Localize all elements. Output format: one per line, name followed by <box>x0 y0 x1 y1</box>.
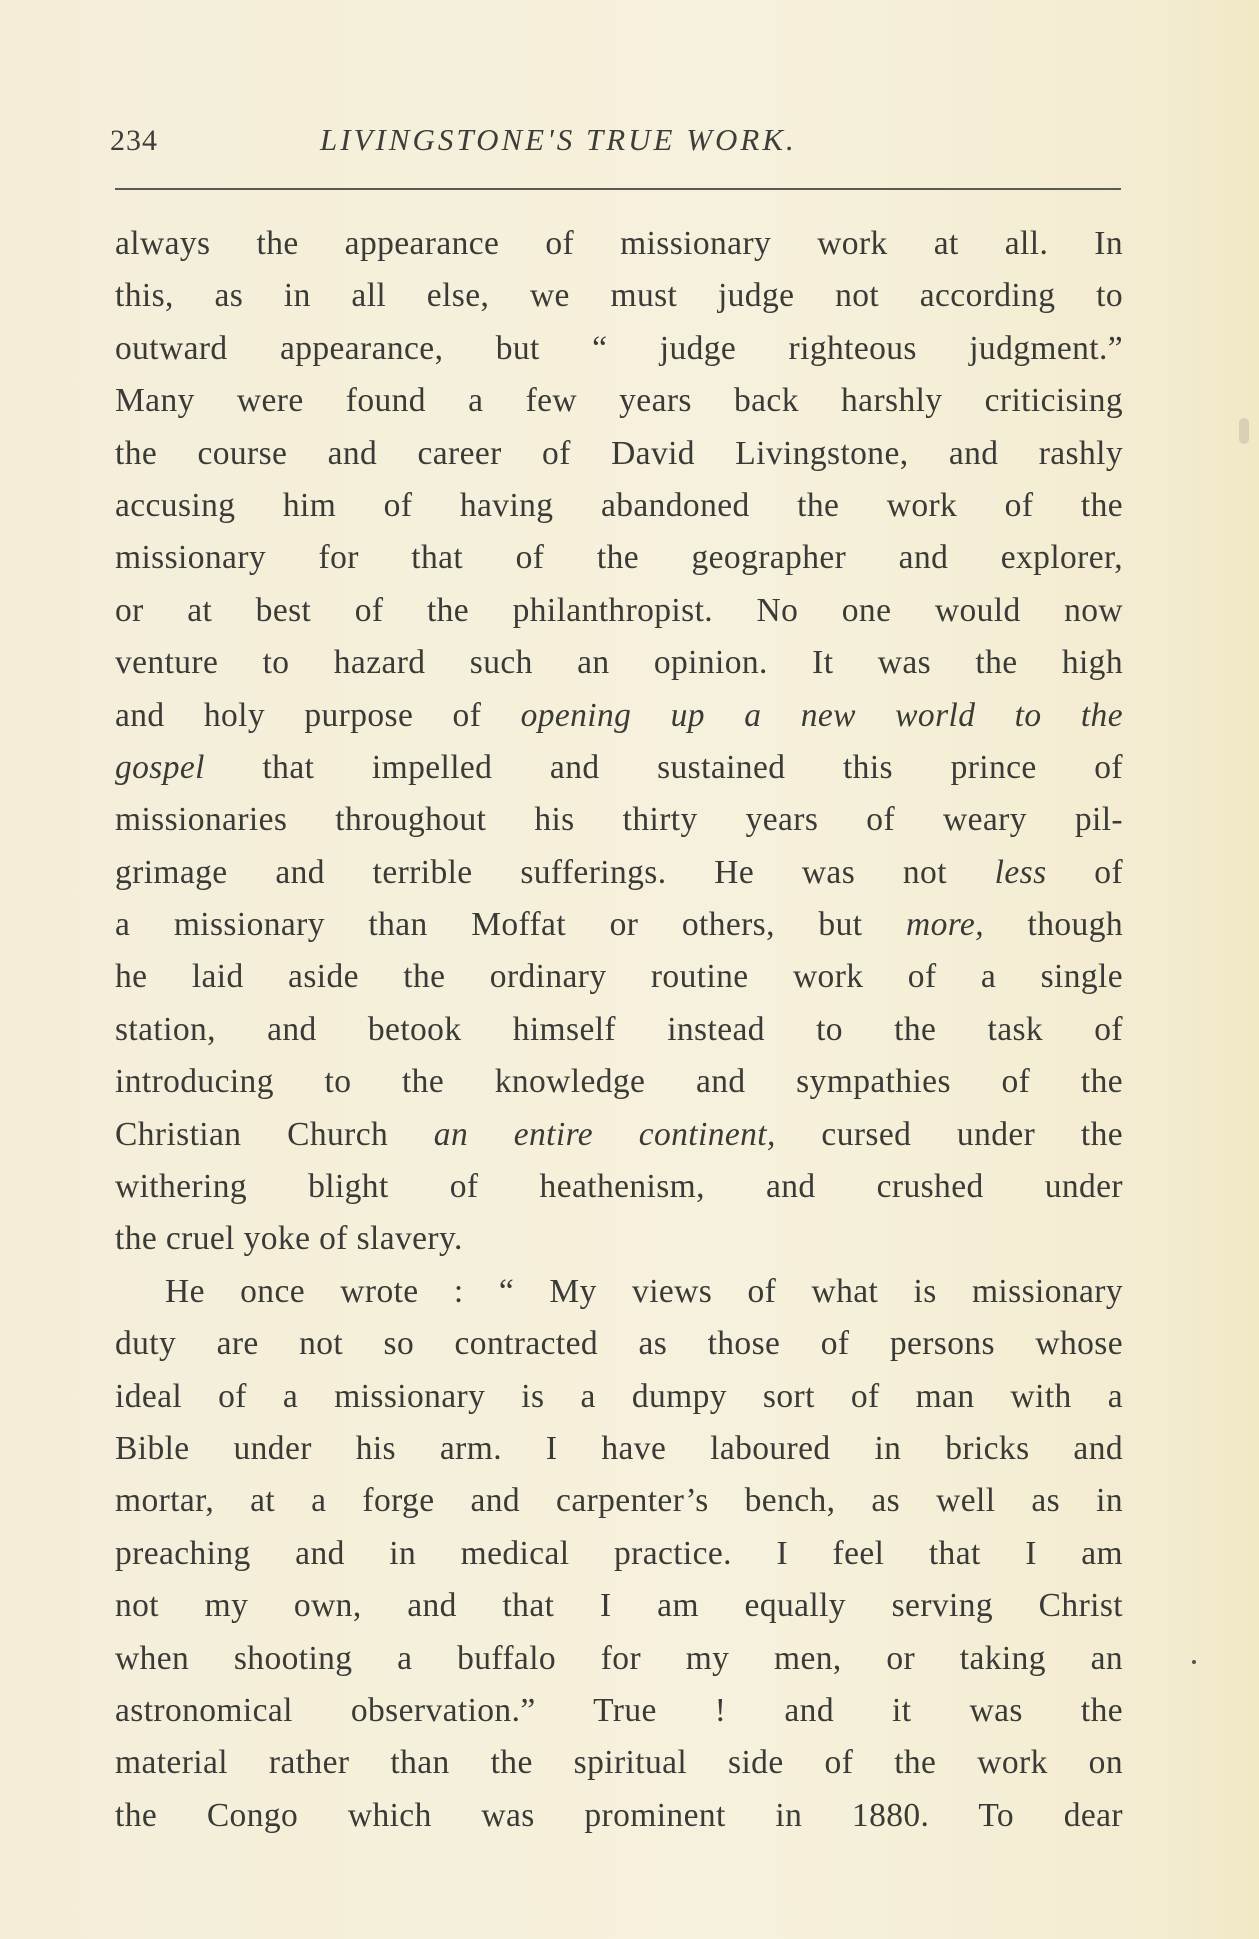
page-header <box>110 118 1122 168</box>
text-line <box>115 1318 1123 1370</box>
text-segment: the cruel yoke of slavery. <box>115 1220 463 1258</box>
text-segment: and holy purpose of <box>115 696 521 734</box>
italic-text: opening up a new world to the <box>520 696 1123 734</box>
text-line <box>115 1737 1123 1789</box>
text-segment: of <box>1046 853 1123 891</box>
text-segment: that impelled and sustained this prince of <box>204 748 1123 786</box>
italic-text: more, <box>906 906 984 944</box>
text-line <box>115 1266 1123 1318</box>
text-segment: grimage and terrible sufferings. He was not <box>115 853 995 891</box>
running-head: LIVINGSTONE'S TRUE WORK. <box>320 122 797 157</box>
text-segment: though <box>983 906 1123 944</box>
text-segment: material rather than the spiritual side of the work on <box>115 1744 1123 1782</box>
text-line <box>115 1790 1123 1842</box>
text-line <box>115 218 1123 270</box>
text-line <box>115 375 1123 427</box>
text-line <box>115 742 1123 794</box>
text-segment: Christian Church <box>115 1115 434 1153</box>
page-number: 234 <box>110 124 158 157</box>
text-segment: Bible under his arm. I have laboured in bricks and <box>115 1429 1123 1467</box>
header-rule <box>115 188 1121 190</box>
text-segment: outward appearance, but “ judge righteous judgment.” <box>115 329 1123 367</box>
text-line <box>115 1633 1123 1685</box>
body-text <box>115 218 1123 1842</box>
text-line <box>115 532 1123 584</box>
text-line <box>115 794 1123 846</box>
text-line <box>115 1161 1123 1213</box>
text-line <box>115 1528 1123 1580</box>
text-segment: withering blight of heathenism, and crushed under <box>115 1168 1123 1206</box>
text-line <box>115 585 1123 637</box>
text-line <box>115 1475 1123 1527</box>
text-segment: a missionary than Moffat or others, but <box>115 906 906 944</box>
text-line <box>115 1056 1123 1108</box>
text-segment: he laid aside the ordinary routine work of a single <box>115 958 1123 996</box>
text-line <box>115 323 1123 375</box>
text-segment: Many were found a few years back harshly criticising <box>115 382 1123 420</box>
text-segment: preaching and in medical practice. I feel that I am <box>115 1534 1123 1572</box>
text-segment: when shooting a buffalo for my men, or taking an <box>115 1639 1123 1677</box>
text-line <box>115 951 1123 1003</box>
italic-text: an entire continent, <box>433 1115 776 1153</box>
margin-dot <box>1192 1660 1196 1664</box>
text-segment: station, and betook himself instead to the task of <box>115 1010 1123 1048</box>
text-line <box>115 1685 1123 1737</box>
text-segment: the course and career of David Livingstone, and rashly <box>115 434 1123 472</box>
italic-text: gospel <box>115 748 205 786</box>
text-segment: mortar, at a forge and carpenter’s bench, as well as in <box>115 1482 1123 1520</box>
text-segment: not my own, and that I am equally serving Christ <box>115 1587 1123 1625</box>
text-line <box>115 847 1123 899</box>
text-segment: cursed under the <box>775 1115 1124 1153</box>
text-line <box>115 690 1123 742</box>
text-segment: or at best of the philanthropist. No one would now <box>115 591 1123 629</box>
text-segment: missionary for that of the geographer and explorer, <box>115 539 1123 577</box>
text-segment: venture to hazard such an opinion. It was the high <box>115 644 1123 682</box>
text-segment: always the appearance of missionary work at all. In <box>115 225 1123 262</box>
italic-text: less <box>994 853 1047 891</box>
text-line <box>115 480 1123 532</box>
text-segment: this, as in all else, we must judge not according to <box>115 277 1123 315</box>
text-line <box>115 428 1123 480</box>
text-segment: He once wrote : “ My views of what is missionary <box>165 1272 1123 1310</box>
text-line <box>115 637 1123 689</box>
text-line <box>115 1004 1123 1056</box>
text-line <box>115 1580 1123 1632</box>
text-segment: the Congo which was prominent in 1880. To dear <box>115 1796 1123 1834</box>
text-line <box>115 1423 1123 1475</box>
text-segment: introducing to the knowledge and sympathies of the <box>115 1063 1123 1101</box>
margin-smudge <box>1239 418 1249 444</box>
text-line <box>115 270 1123 322</box>
text-segment: astronomical observation.” True ! and it was the <box>115 1691 1123 1729</box>
text-line <box>115 899 1123 951</box>
text-segment: missionaries throughout his thirty years of weary pil- <box>115 801 1123 839</box>
text-line <box>115 1109 1123 1161</box>
text-segment: duty are not so contracted as those of persons whose <box>115 1325 1123 1363</box>
text-segment: accusing him of having abandoned the work of the <box>115 486 1123 524</box>
text-segment: ideal of a missionary is a dumpy sort of man with a <box>115 1377 1123 1415</box>
text-line <box>115 1213 1123 1265</box>
text-line <box>115 1371 1123 1423</box>
